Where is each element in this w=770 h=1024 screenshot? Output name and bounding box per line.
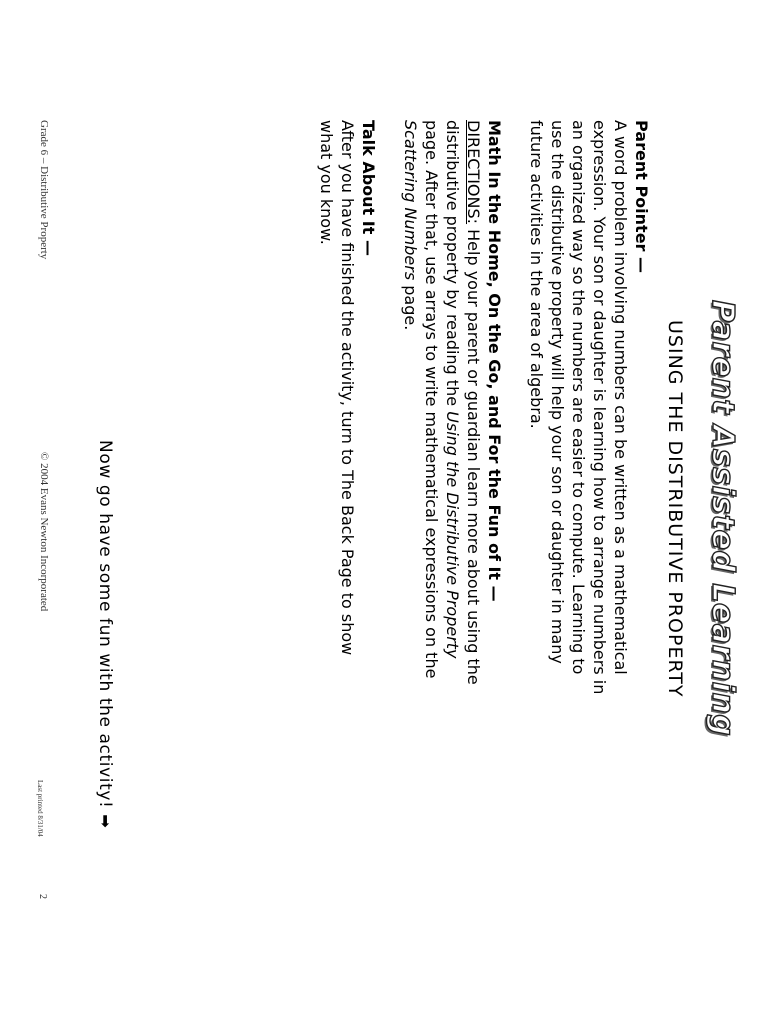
math-home-text-3: page.	[401, 280, 420, 331]
parent-pointer-body: A word problem involving numbers can be written as a mathematical expression. Your son or daughter is learning how to arrange numbers in an organized way so the numbers are easier to compute. Learning to use the distributive property will help your son or daughter in many future activities in the area of algebra.	[527, 120, 630, 695]
math-home-text-2: page. After that, use arrays to write mathematical expressions on the	[422, 120, 441, 679]
math-home-page-2: Scattering Numbers	[401, 120, 420, 281]
footer-last-printed: Last printed 8/31/04	[36, 780, 44, 837]
math-home-page-1: Using the Distributive Property	[443, 411, 462, 659]
directions-label: DIRECTIONS:	[464, 120, 483, 225]
footer-page-number: 2	[37, 894, 48, 899]
closing-text: Now go have some fun with the activity!	[95, 440, 115, 809]
math-home-heading: Math In the Home, On the Go, and For the Fun of It —	[485, 120, 504, 602]
talk-about-body: After you have finished the activity, turn to The Back Page to show what you know.	[317, 120, 357, 656]
talk-about-heading: Talk About It —	[359, 120, 378, 256]
math-home-body	[400, 120, 484, 695]
content-body	[316, 120, 652, 695]
page-title: Parent Assisted Learning	[705, 300, 740, 737]
page-subtitle: USING THE DISTRIBUTIVE PROPERTY	[664, 320, 686, 698]
parent-pointer-heading: Parent Pointer —	[632, 120, 651, 273]
footer-copyright: © 2004 Evans Newton Incorporated	[38, 452, 50, 612]
math-home-text-1: Help your parent or guardian learn more about using the distributive property by reading the	[443, 120, 483, 685]
closing-line	[95, 440, 115, 828]
arrow-right-icon: ➡	[96, 814, 115, 829]
footer-grade-label: Grade 6 – Distributive Property	[38, 120, 50, 260]
